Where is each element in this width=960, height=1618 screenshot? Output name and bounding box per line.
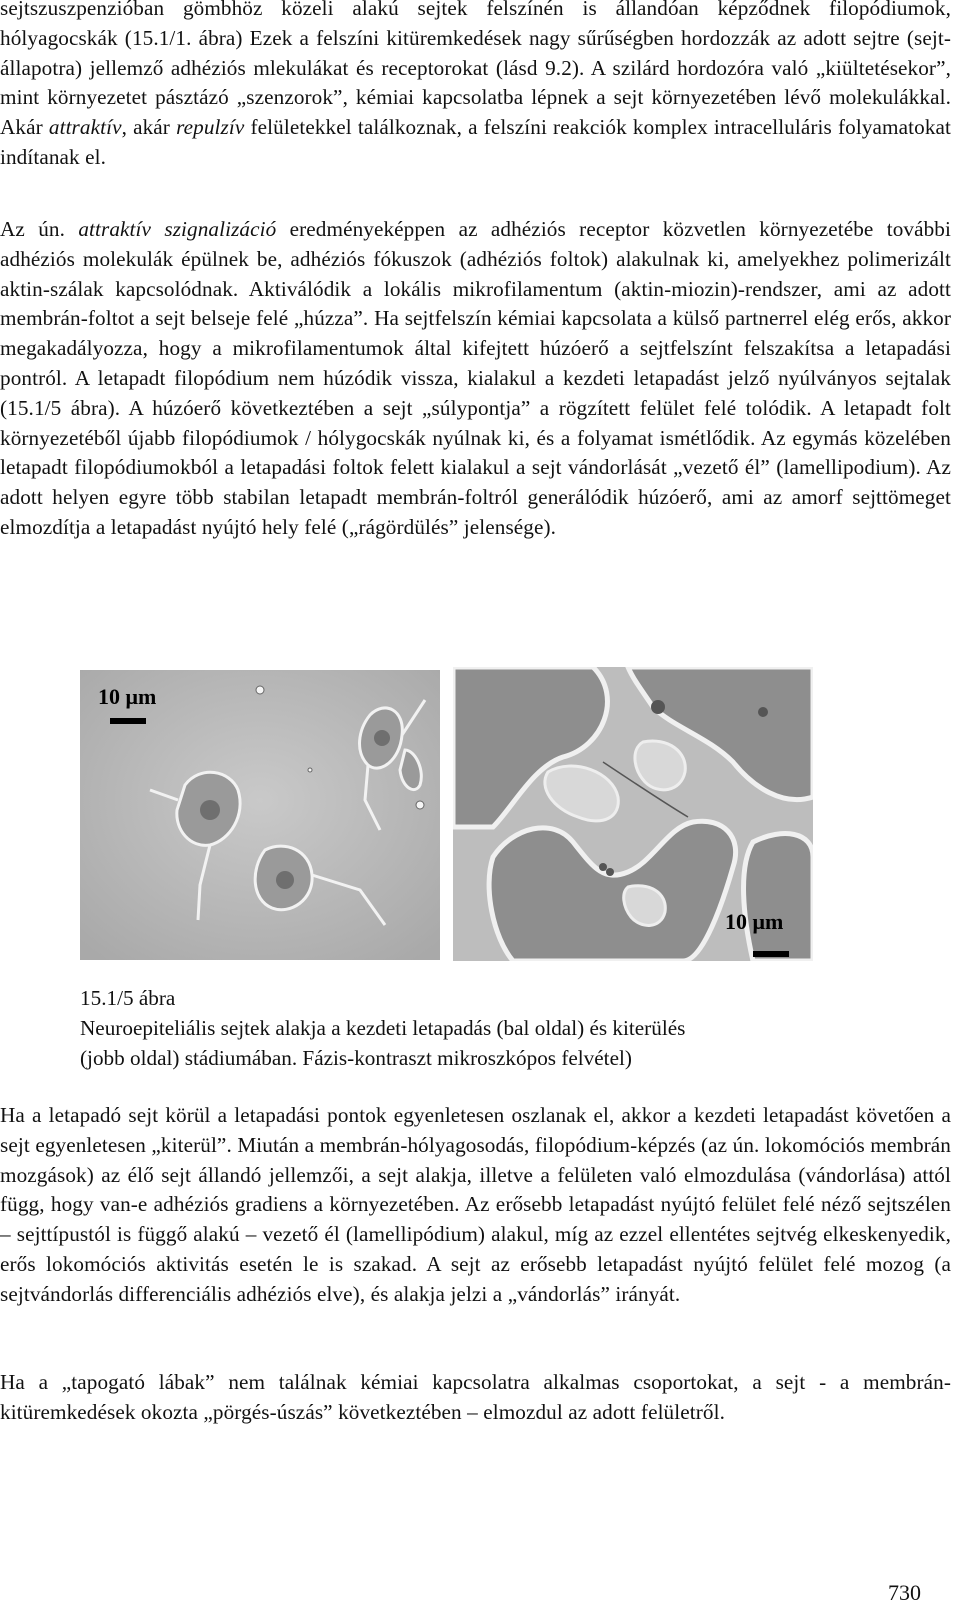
paragraph-1-text-c: , akár bbox=[121, 115, 177, 140]
paragraph-2-lead: Az ún. bbox=[0, 217, 79, 241]
right-scale-label: 10 μm bbox=[725, 909, 784, 934]
page-number: 730 bbox=[888, 1580, 921, 1605]
paragraph-3: Ha a letapadó sejt körül a letapadási pontok egyenletesen oszlanak el, akkor a kezdeti letapadást követően a sejt egyenletesen „kiterül”. Miután a membrán-hólyagosodás, filopódium-képzés (az ún. lokomóciós membrán mozgások) az élő sejt állandó jellemzői, a sejt alakja, illetve a felületen való elmozdulása (vándorlása) attól függ, hogy van-e adhéziós gradiens a környezetében. Az erősebb letapadást nyújtó felület felé néző sejtszélen – sejttípustól is függő alakú – vezető él (lamellipódium) alakul, míg az ezzel ellentétes sejtvég elkeskenyedik, erős lokomóciós aktivitás esetén le is szakad. A sejt az erősebb letapadást nyújtó felület felé mozog (a sejtvándorlás differenciális adhéziós elve), és alakja jelzi a „vándorlás” irányát. bbox=[0, 1103, 951, 1306]
micrograph-right-image bbox=[453, 667, 813, 961]
paragraph-1 bbox=[0, 0, 951, 173]
caption-line-2: (jobb oldal) stádiumában. Fázis-kontraszt mikroszkópos felvétel) bbox=[80, 1045, 632, 1070]
paragraph-2 bbox=[0, 215, 951, 543]
micrograph-right bbox=[453, 667, 813, 961]
micrograph-left bbox=[80, 670, 440, 960]
right-scale-bar bbox=[753, 951, 789, 957]
figure-number: 15.1/5 ábra bbox=[80, 986, 176, 1010]
left-scale-bar bbox=[110, 718, 146, 724]
caption-line-1: Neuroepiteliális sejtek alakja a kezdeti letapadás (bal oldal) és kiterülés bbox=[80, 1015, 686, 1040]
left-scale-label: 10 μm bbox=[98, 684, 157, 709]
paragraph-1-text-b: Akár bbox=[0, 115, 49, 140]
term-repulziv: repulzív bbox=[176, 115, 245, 140]
paragraph-1-text: sejtszuszpenzióban gömbhöz közeli alakú sejtek felszínén is állandóan képződnek filopódiumok, hólyagocskák (15.1/1. ábra) Ezek a felszíni kitüremkedések nagy sűrűségben hordozzák az adott sejtre (sejt-állapotra) jellemző adhéziós mlekulákat és receptorokat (lásd 9.2). A szilárd hordozóra való „kiültetésekor”, mint környezetet pásztázó „szenzorok”, kémiai kapcsolatba lépnek a sejt környezetében lévő molekulákkal. bbox=[0, 0, 951, 110]
paragraph-4: Ha a „tapogató lábak” nem találnak kémiai kapcsolatra alkalmas csoportokat, a sejt - a membrán-kitüremkedések okozta „pörgés-úszás” következtében – elmozdul az adott felületről. bbox=[0, 1370, 951, 1424]
paragraph-2-text: eredményeképpen az adhéziós receptor közvetlen környezetébe további adhéziós molekulák épülnek be, adhéziós fókuszok (adhéziós foltok) alakulnak ki, amelyekhez polimerizált aktin-szálak kapcsolódnak. Aktiválódik a lokális mikrofilamentum (aktin-miozin)-rendszer, ami az adott membrán-foltot a sejt belseje felé „húzza”. Ha sejtfelszín kémiai kapcsolata a külső partnerrel elég erős, akkor megakadályozza, hogy a mikrofilamentumok által kifejtett húzóerő a sejtfelszínt felszakítsa a letapadási pontról. A letapadt filopódium nem húzódik vissza, kialakul a kezdeti letapadást jelző nyúlványos sejtalak (15.1/5 ábra). A húzóerő következtében a sejt „súlypontja” a rögzített felület felé tolódik. A letapadt folt környezetéből újabb filopódiumok / hólygocskák nyúlnak ki, és a folyamat ismétlődik. Az egymás közelében letapadt filopódiumokból a letapadási foltok felett kialakul a sejt vándorlását „vezető él” (lamellipodium). Az adott helyen egyre több stabilan letapadt membrán-foltról generálódik húzóerő, ami az amorf sejttömeget elmozdítja a letapadást nyújtó hely felé („rágördülés” jelensége). bbox=[0, 217, 951, 539]
term-attraktiv: attraktív bbox=[48, 115, 122, 140]
paragraph-1-text-d: felületekkel találkoznak, a felszíni reakciók komplex intracelluláris folyamatokat indítanak el. bbox=[0, 115, 951, 169]
term-attraktiv-szignalizacio: attraktív szignalizáció bbox=[78, 217, 277, 241]
figure-caption bbox=[80, 984, 900, 1073]
micrograph-left-image bbox=[80, 670, 440, 960]
